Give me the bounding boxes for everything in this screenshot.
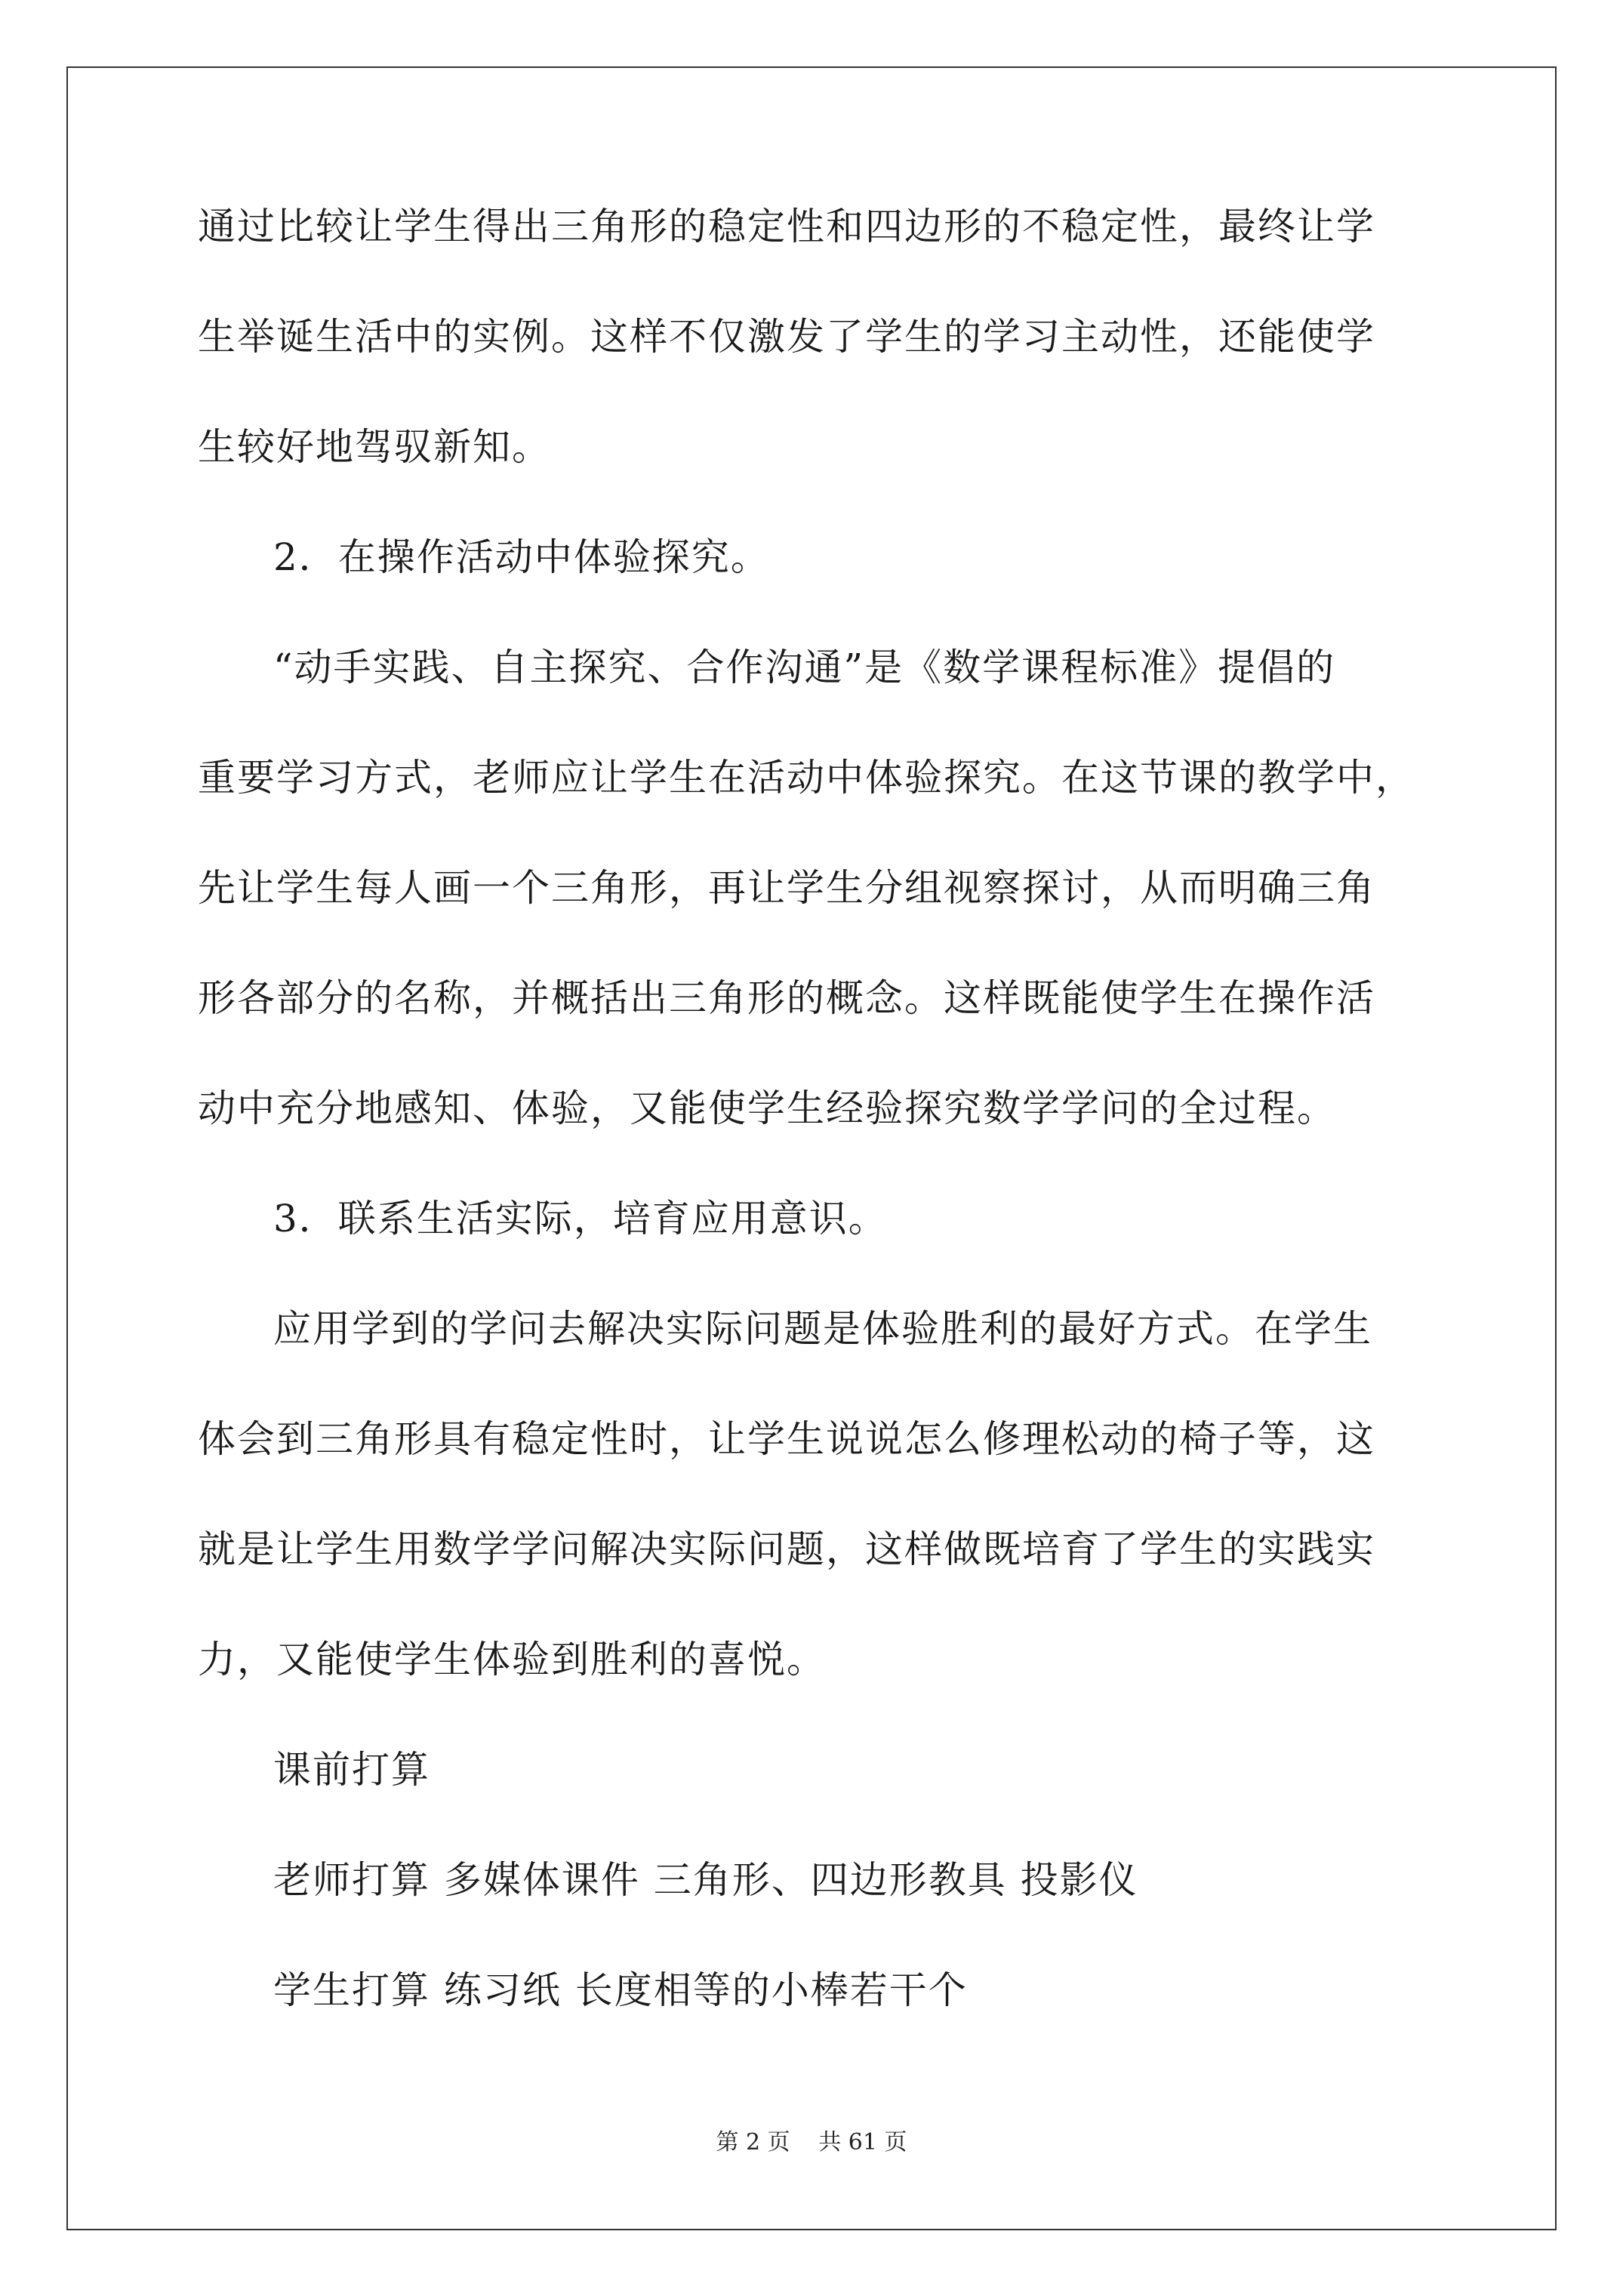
section-heading: 2．在操作活动中体验探究。 (273, 535, 770, 579)
list-item: 老师打算 多媒体课件 三角形、四边形教具 投影仪 (273, 1858, 1138, 1902)
paragraph-line: 应用学到的学问去解决实际问题是体验胜利的最好方式。在学生 (273, 1307, 1372, 1351)
paragraph-line: 生举诞生活中的实例。这样不仅激发了学生的学习主动性，还能使学 (198, 315, 1375, 359)
paragraph-line: 体会到三角形具有稳定性时，让学生说说怎么修理松动的椅子等，这 (198, 1417, 1375, 1461)
page-border (66, 66, 1557, 2230)
paragraph-line: 就是让学生用数学学问解决实际问题，这样做既培育了学生的实践实 (198, 1527, 1375, 1571)
section-heading: 3．联系生活实际，培育应用意识。 (273, 1197, 888, 1240)
paragraph-line: 力，又能使学生体验到胜利的喜悦。 (198, 1638, 826, 1681)
paragraph-line: “动手实践、自主探究、合作沟通”是《数学课程标准》提倡的 (273, 646, 1336, 689)
list-item: 学生打算 练习纸 长度相等的小棒若干个 (273, 1968, 968, 2012)
paragraph-line: 生较好地驾驭新知。 (198, 425, 551, 469)
page-total: 共 61 页 (818, 2129, 907, 2156)
paragraph-line: 通过比较让学生得出三角形的稳定性和四边形的不稳定性，最终让学 (198, 205, 1375, 248)
paragraph-line: 形各部分的名称，并概括出三角形的概念。这样既能使学生在操作活 (198, 976, 1375, 1020)
page-number: 第 2 页 (716, 2129, 790, 2156)
section-heading: 课前打算 (273, 1748, 430, 1792)
page-footer (0, 2128, 1623, 2158)
paragraph-line: 先让学生每人画一个三角形，再让学生分组视察探讨，从而明确三角 (198, 866, 1375, 910)
paragraph-line: 动中充分地感知、体验，又能使学生经验探究数学学问的全过程。 (198, 1086, 1336, 1130)
paragraph-line: 重要学习方式，老师应让学生在活动中体验探究。在这节课的教学中， (198, 756, 1415, 800)
